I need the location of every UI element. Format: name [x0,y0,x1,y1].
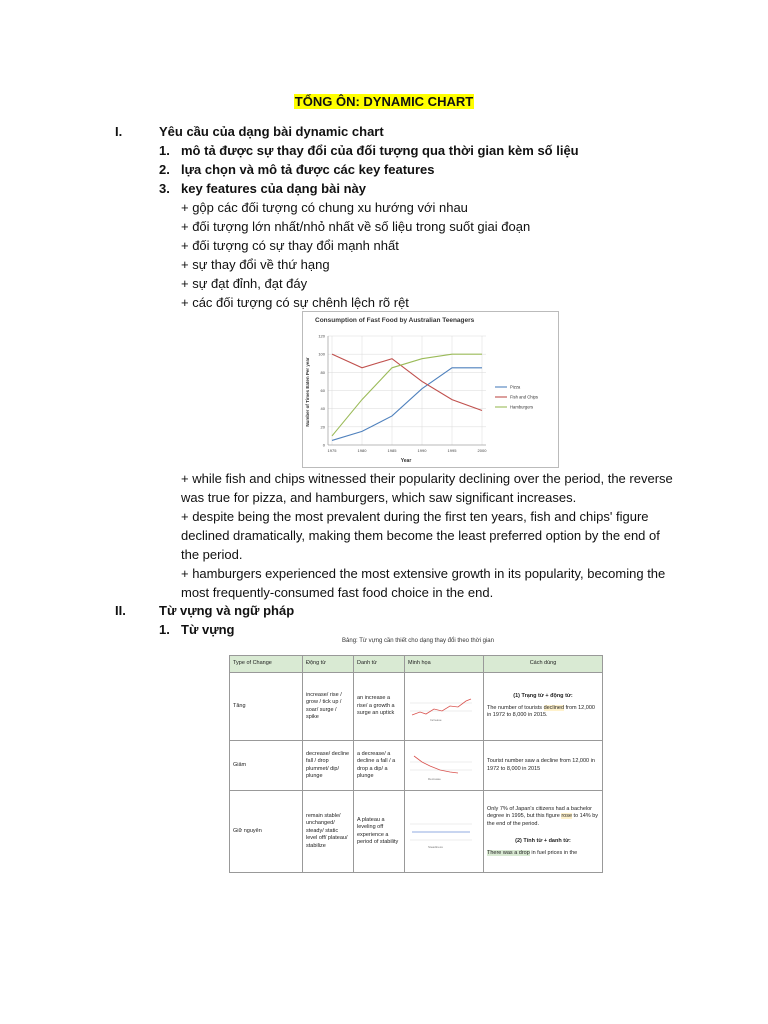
y-tick-label: 40 [320,406,325,412]
table-header-row [230,656,603,673]
nouns-cell: a decrease/ a decline a fall / a drop a dip/ a plunge [354,741,405,791]
table-caption: Bảng: Từ vựng cần thiết cho dạng thay đổi theo thời gian [342,638,494,644]
section-1-numeral: I. [115,124,123,139]
table-row [230,741,603,791]
illustration-cell [405,741,484,791]
y-tick-label: 0 [322,442,325,448]
table-header-cell: Danh từ [354,656,405,673]
illustration-cell [405,791,484,873]
table-header-cell: Type of Change [230,656,303,673]
list-item-text: Từ vựng [181,622,235,637]
analysis-paragraphs [181,469,681,602]
illustration-label: Steadiness [428,844,443,849]
series-line [332,368,482,441]
y-tick-label: 60 [320,388,325,393]
y-tick-label: 80 [320,369,325,375]
feature-item: + các đối tượng có sự chênh lệch rõ rệt [181,295,409,310]
x-tick-label: 2000 [477,448,487,453]
illustration-cell [405,673,484,741]
table-row [230,791,603,873]
section-2-heading: Từ vựng và ngữ pháp [159,603,295,618]
usage-cell [484,673,603,741]
section-2-numeral: II. [115,603,126,618]
x-tick-label: 1975 [327,448,337,453]
x-tick-label: 1990 [417,448,427,453]
x-tick-label: 1985 [387,448,397,453]
highlighted-phrase: There was a drop [487,849,530,856]
usage-heading: (1) Trạng từ + động từ: [513,693,573,700]
y-tick-label: 100 [318,351,325,357]
usage-example: Only 7% of Japan's citizens had a bachelor degree in 1995, but this figure rose to 14% by the end of the period. [487,805,599,827]
usage-cell: Tourist number saw a decline from 12,000 in 1972 to 8,000 in 2015 [484,741,603,791]
line-chart [302,311,559,468]
highlighted-word: declined [543,704,565,711]
change-type-cell: Tăng [230,673,303,741]
nouns-cell: an increase a rise/ a growth a surge an uptick [354,673,405,741]
change-type-cell: Giảm [230,741,303,791]
legend-label: Fish and Chips [510,394,538,400]
decrease-illustration [408,750,474,782]
document-title: TỔNG ÔN: DYNAMIC CHART [294,94,474,109]
series-line [332,354,482,436]
x-tick-label: 1995 [447,448,457,453]
feature-item: + gộp các đối tượng có chung xu hướng với nhau [181,200,468,215]
usage-example: There was a drop in fuel prices in the [487,849,578,856]
verbs-cell: decrease/ decline fall / drop plummet/ dip/ plunge [303,741,354,791]
x-tick-label: 1980 [357,448,367,453]
section-1-heading: Yêu cầu của dạng bài dynamic chart [159,124,384,139]
nouns-cell: A plateau a leveling off experience a period of stability [354,791,405,873]
illustration-label: Increase [430,717,442,722]
highlighted-word: rose [561,813,573,820]
feature-item: + sự thay đổi về thứ hạng [181,257,330,272]
feature-item: + sự đạt đỉnh, đạt đáy [181,276,308,291]
chart-x-axis-label: Year [400,458,412,464]
analysis-paragraph: + hamburgers experienced the most extensive growth in its popularity, becoming the most frequently-consumed fast food choice in the end. [181,566,666,600]
vocabulary-table [229,655,603,873]
verbs-cell: increase/ rise / grow / tick up / soar/ surge / spike [303,673,354,741]
analysis-paragraph: + despite being the most prevalent during the first ten years, fish and chips' figure declined dramatically, making them become the least preferred option by the end of the period. [181,509,660,562]
illustration-label: Decrease [428,776,441,781]
table-row [230,673,603,741]
verbs-cell: remain stable/ unchanged/ steady/ static level off/ plateau/ stabilize [303,791,354,873]
y-tick-label: 120 [318,333,325,339]
chart-y-axis-label: Number of Times Eaten Per year [305,357,310,427]
chart-title: Consumption of Fast Food by Australian Teenagers [315,317,475,324]
feature-item: + đối tượng lớn nhất/nhỏ nhất về số liệu trong suốt giai đoạn [181,219,531,234]
usage-example: The number of tourists declined from 12,000 in 1972 to 8,000 in 2015. [487,704,595,719]
table-header-cell: Động từ [303,656,354,673]
increase-illustration [408,691,474,723]
table-header-cell: Cách dùng [484,656,603,673]
legend-label: Pizza [510,384,521,390]
line-chart-svg [303,312,558,467]
usage-heading: (2) Tính từ + danh từ: [515,838,571,845]
feature-item: + đối tượng có sự thay đổi mạnh nhất [181,238,399,253]
list-item-number: 3. [159,181,170,196]
y-tick-label: 20 [320,424,325,430]
list-item-number: 1. [159,622,170,637]
table-header-cell: Minh họa [405,656,484,673]
analysis-paragraph: + while fish and chips witnessed their popularity declining over the period, the reverse was true for pizza, and hamburgers, which saw significant increases. [181,471,673,505]
list-item-text: lựa chọn và mô tả được các key features [181,162,435,177]
steadiness-illustration [408,814,474,850]
change-type-cell: Giữ nguyên [230,791,303,873]
list-item-text: key features của dạng bài này [181,181,366,196]
usage-cell [484,791,603,873]
list-item-text: mô tả được sự thay đổi của đối tượng qua thời gian kèm số liệu [181,143,579,158]
list-item-number: 1. [159,143,170,158]
list-item-number: 2. [159,162,170,177]
legend-label: Hamburgers [510,404,534,410]
